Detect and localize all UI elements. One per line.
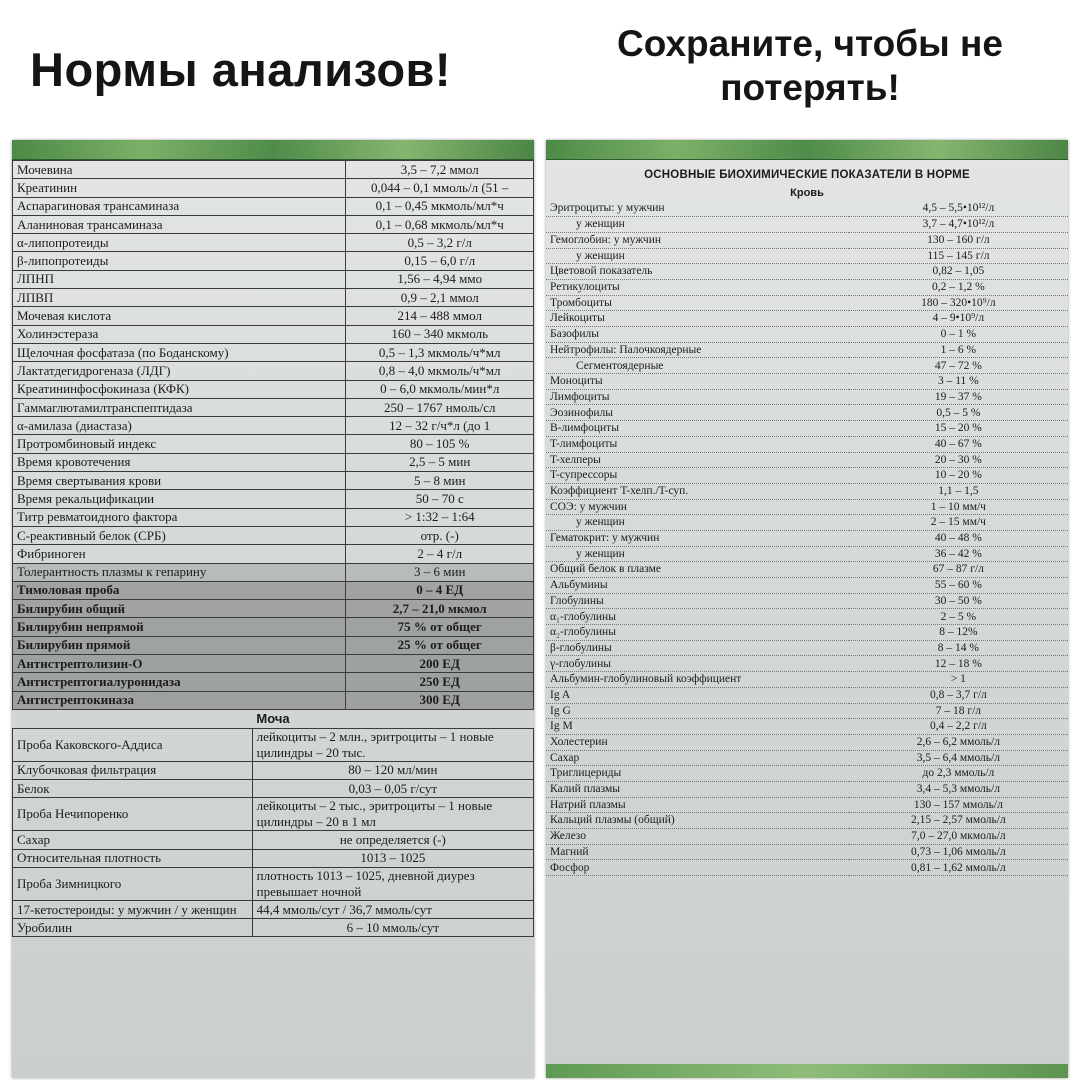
test-name: α-липопротеиды [13, 234, 346, 252]
table-row [13, 197, 534, 215]
table-row [546, 264, 1068, 280]
test-value: 20 – 30 % [849, 452, 1068, 468]
table-row [13, 179, 534, 197]
table-row [546, 530, 1068, 546]
test-name: Эритроциты: у мужчин [546, 201, 849, 217]
table-row [546, 734, 1068, 750]
test-name: у женщин [546, 248, 849, 264]
test-name: Время рекальцификации [13, 490, 346, 508]
table-row [13, 289, 534, 307]
test-value: > 1:32 – 1:64 [346, 508, 534, 526]
test-value: 0,03 – 0,05 г/сут [252, 780, 533, 798]
table-row [13, 472, 534, 490]
test-value: 0,8 – 4,0 мкмоль/ч*мл [346, 362, 534, 380]
test-name: Сахар [13, 831, 253, 849]
test-value: 3,7 – 4,7•10¹²/л [849, 217, 1068, 233]
test-value: 67 – 87 г/л [849, 562, 1068, 578]
test-value: 80 – 105 % [346, 435, 534, 453]
test-value: 250 – 1767 нмоль/сл [346, 398, 534, 416]
test-name: Аланиновая трансаминаза [13, 215, 346, 233]
test-name: Коэффициент T-хелп./T-суп. [546, 483, 849, 499]
table-row [546, 217, 1068, 233]
table-row [546, 672, 1068, 688]
table-row [546, 656, 1068, 672]
test-name: у женщин [546, 515, 849, 531]
table-row [13, 526, 534, 544]
table-row [546, 625, 1068, 641]
test-name: Время свертывания крови [13, 472, 346, 490]
table-row [546, 546, 1068, 562]
test-name: Проба Зимницкого [13, 867, 253, 900]
test-name: T-лимфоциты [546, 436, 849, 452]
test-name: Тромбоциты [546, 295, 849, 311]
test-value: 0,82 – 1,05 [849, 264, 1068, 280]
test-value: 115 – 145 г/л [849, 248, 1068, 264]
test-name: Лейкоциты [546, 311, 849, 327]
test-name: 17-кетостероиды: у мужчин / у женщин [13, 900, 253, 918]
left-photo-lab-norms [12, 140, 534, 1078]
test-name: Уробилин [13, 919, 253, 937]
table-row [546, 468, 1068, 484]
green-header-strip [12, 140, 534, 160]
test-name: С-реактивный белок (СРБ) [13, 526, 346, 544]
test-name: Гематокрит: у мужчин [546, 530, 849, 546]
table-row [13, 728, 534, 761]
test-value: 12 – 18 % [849, 656, 1068, 672]
table-row [13, 343, 534, 361]
table-row [13, 362, 534, 380]
test-name: T-супрессоры [546, 468, 849, 484]
test-name: Титр ревматоидного фактора [13, 508, 346, 526]
test-name: Лактатдегидрогеназа (ЛДГ) [13, 362, 346, 380]
test-name: Магний [546, 844, 849, 860]
test-name: Кальций плазмы (общий) [546, 813, 849, 829]
test-value: отр. (-) [346, 526, 534, 544]
test-value: 200 ЕД [346, 655, 534, 673]
test-name: T-хелперы [546, 452, 849, 468]
test-value: 0,1 – 0,45 мкмоль/мл*ч [346, 197, 534, 215]
table-row [13, 490, 534, 508]
test-name: Время кровотечения [13, 453, 346, 471]
test-value: 15 – 20 % [849, 421, 1068, 437]
table-row [13, 655, 534, 673]
test-name: Натрий плазмы [546, 797, 849, 813]
right-photo-biochem-norms [546, 140, 1068, 1078]
table-row [13, 618, 534, 636]
test-name: γ-глобулины [546, 656, 849, 672]
test-name: Ретикулоциты [546, 279, 849, 295]
test-value: 2 – 4 г/л [346, 545, 534, 563]
table-row [13, 215, 534, 233]
test-value: 0 – 4 ЕД [346, 581, 534, 599]
test-name: Белок [13, 780, 253, 798]
section-title-blood: Кровь [790, 187, 824, 199]
test-name: Ig G [546, 703, 849, 719]
test-value: 7,0 – 27,0 мкмоль/л [849, 829, 1068, 845]
test-name: Сегментоядерные [546, 358, 849, 374]
table-row [13, 453, 534, 471]
table-row [13, 798, 534, 831]
test-value: 50 – 70 с [346, 490, 534, 508]
test-name: Холинэстераза [13, 325, 346, 343]
test-value: 2,15 – 2,57 ммоль/л [849, 813, 1068, 829]
table-row [546, 483, 1068, 499]
test-value: 5 – 8 мин [346, 472, 534, 490]
test-name: Калий плазмы [546, 781, 849, 797]
test-name: Антистрептогиалуронидаза [13, 673, 346, 691]
table-row [546, 578, 1068, 594]
table-row [546, 562, 1068, 578]
test-value: 0,1 – 0,68 мкмоль/мл*ч [346, 215, 534, 233]
table-row [546, 797, 1068, 813]
test-value: 30 – 50 % [849, 593, 1068, 609]
table-row [546, 279, 1068, 295]
test-name: Билирубин непрямой [13, 618, 346, 636]
test-value: 25 % от общег [346, 636, 534, 654]
test-value: плотность 1013 – 1025, дневной диурез превышает ночной [252, 867, 533, 900]
test-name: Альбумины [546, 578, 849, 594]
test-name: Ig A [546, 687, 849, 703]
test-name: β-глобулины [546, 640, 849, 656]
test-value: 1,56 – 4,94 ммо [346, 270, 534, 288]
test-value: 3,5 – 6,4 ммоль/л [849, 750, 1068, 766]
table-row [546, 703, 1068, 719]
test-value: 0,5 – 1,3 мкмоль/ч*мл [346, 343, 534, 361]
test-value: 0,044 – 0,1 ммоль/л (51 – [346, 179, 534, 197]
section-title-urine: Моча [256, 710, 290, 726]
test-value: 6 – 10 ммоль/сут [252, 919, 533, 937]
right-sheet-caption: ОСНОВНЫЕ БИОХИМИЧЕСКИЕ ПОКАЗАТЕЛИ В НОРМЕ [644, 169, 970, 181]
table-row [13, 508, 534, 526]
test-value: 0,73 – 1,06 ммоль/л [849, 844, 1068, 860]
table-row [546, 405, 1068, 421]
test-name: Эозинофилы [546, 405, 849, 421]
test-name: ЛПВП [13, 289, 346, 307]
test-name: Альбумин-глобулиновый коэффициент [546, 672, 849, 688]
test-name: Холестерин [546, 734, 849, 750]
table-row [546, 311, 1068, 327]
table-row [546, 389, 1068, 405]
table-row [546, 327, 1068, 343]
test-value: 47 – 72 % [849, 358, 1068, 374]
table-row [13, 252, 534, 270]
test-name: Гаммаглютамилтранспептидаза [13, 398, 346, 416]
test-name: Креатинин [13, 179, 346, 197]
test-value: 40 – 48 % [849, 530, 1068, 546]
urine-norms-table [12, 710, 534, 938]
table-row [546, 374, 1068, 390]
test-name: Общий белок в плазме [546, 562, 849, 578]
table-row [13, 325, 534, 343]
test-name: Толерантность плазмы к гепарину [13, 563, 346, 581]
test-name: Фибриноген [13, 545, 346, 563]
test-value: до 2,3 ммоль/л [849, 766, 1068, 782]
test-value: 0,81 – 1,62 ммоль/л [849, 860, 1068, 876]
test-value: 130 – 157 ммоль/л [849, 797, 1068, 813]
test-name: у женщин [546, 217, 849, 233]
table-row [13, 849, 534, 867]
table-row [546, 829, 1068, 845]
page-title: Нормы анализов! [30, 43, 452, 96]
test-name: α₁-глобулины [546, 609, 849, 625]
table-row [13, 867, 534, 900]
table-row [13, 545, 534, 563]
test-value: не определяется (-) [252, 831, 533, 849]
test-value: 0,5 – 3,2 г/л [346, 234, 534, 252]
test-value: 3,5 – 7,2 ммол [346, 161, 534, 179]
test-value: 3 – 11 % [849, 374, 1068, 390]
test-name: Глобулины [546, 593, 849, 609]
test-value: 0,9 – 2,1 ммол [346, 289, 534, 307]
test-name: β-липопротеиды [13, 252, 346, 270]
table-row [546, 766, 1068, 782]
test-value: 300 ЕД [346, 691, 534, 709]
test-value: 2,6 – 6,2 ммоль/л [849, 734, 1068, 750]
table-row [13, 435, 534, 453]
test-value: 0 – 1 % [849, 327, 1068, 343]
test-value: 3,4 – 5,3 ммоль/л [849, 781, 1068, 797]
table-row [546, 421, 1068, 437]
table-row [546, 687, 1068, 703]
table-row [546, 609, 1068, 625]
table-row [13, 234, 534, 252]
test-name: Тимоловая проба [13, 581, 346, 599]
test-name: Цветовой показатель [546, 264, 849, 280]
table-row [13, 307, 534, 325]
table-row [13, 380, 534, 398]
table-row [546, 781, 1068, 797]
test-name: α₂-глобулины [546, 625, 849, 641]
test-value: 2 – 5 % [849, 609, 1068, 625]
test-name: Клубочковая фильтрация [13, 761, 253, 779]
table-row [546, 515, 1068, 531]
test-value: 8 – 12% [849, 625, 1068, 641]
test-value: 12 – 32 г/ч*л (до 1 [346, 417, 534, 435]
table-row [13, 919, 534, 937]
table-row [546, 844, 1068, 860]
green-footer-strip [546, 1064, 1068, 1078]
right-sheet [546, 160, 1068, 1078]
test-value: 44,4 ммоль/сут / 36,7 ммоль/сут [252, 900, 533, 918]
table-row [13, 417, 534, 435]
test-value: 160 – 340 мкмоль [346, 325, 534, 343]
table-row [546, 358, 1068, 374]
table-row [13, 691, 534, 709]
test-value: 2 – 15 мм/ч [849, 515, 1068, 531]
test-value: 80 – 120 мл/мин [252, 761, 533, 779]
test-name: СОЭ: у мужчин [546, 499, 849, 515]
test-value: 250 ЕД [346, 673, 534, 691]
test-value: 10 – 20 % [849, 468, 1068, 484]
test-name: Сахар [546, 750, 849, 766]
test-value: 7 – 18 г/л [849, 703, 1068, 719]
table-row [546, 593, 1068, 609]
table-row [546, 201, 1068, 217]
table-row [13, 780, 534, 798]
test-name: Аспарагиновая трансаминаза [13, 197, 346, 215]
table-row [13, 761, 534, 779]
table-row [13, 673, 534, 691]
test-value: 55 – 60 % [849, 578, 1068, 594]
test-name: ЛПНП [13, 270, 346, 288]
test-value: 36 – 42 % [849, 546, 1068, 562]
table-row [13, 270, 534, 288]
test-value: 8 – 14 % [849, 640, 1068, 656]
test-value: 75 % от общег [346, 618, 534, 636]
table-row [13, 398, 534, 416]
test-value: 0,8 – 3,7 г/л [849, 687, 1068, 703]
test-value: 130 – 160 г/л [849, 232, 1068, 248]
test-name: Триглицериды [546, 766, 849, 782]
table-row [546, 232, 1068, 248]
test-value: 1,1 – 1,5 [849, 483, 1068, 499]
table-row [546, 860, 1068, 876]
test-name: Антистрептолизин-О [13, 655, 346, 673]
test-value: 1 – 6 % [849, 342, 1068, 358]
blood-norms-table [12, 160, 534, 710]
test-value: 0,15 – 6,0 г/л [346, 252, 534, 270]
test-value: 40 – 67 % [849, 436, 1068, 452]
table-row [546, 499, 1068, 515]
test-name: Относительная плотность [13, 849, 253, 867]
test-value: лейкоциты – 2 млн., эритроциты – 1 новые цилиндры – 20 тыс. [252, 728, 533, 761]
test-name: Мочевая кислота [13, 307, 346, 325]
test-name: Нейтрофилы: Палочкоядерные [546, 342, 849, 358]
table-row [546, 452, 1068, 468]
test-name: у женщин [546, 546, 849, 562]
test-name: Моноциты [546, 374, 849, 390]
table-row [546, 750, 1068, 766]
test-value: 180 – 320•10⁹/л [849, 295, 1068, 311]
table-row [546, 342, 1068, 358]
table-row [13, 581, 534, 599]
test-value: 0 – 6,0 мкмоль/мин*л [346, 380, 534, 398]
test-name: Креатининфосфокиназа (КФК) [13, 380, 346, 398]
test-name: Базофилы [546, 327, 849, 343]
table-row [13, 900, 534, 918]
test-value: > 1 [849, 672, 1068, 688]
test-name: Лимфоциты [546, 389, 849, 405]
green-header-strip [546, 140, 1068, 160]
test-value: 1 – 10 мм/ч [849, 499, 1068, 515]
test-name: Билирубин общий [13, 600, 346, 618]
page-subtitle: Сохраните, чтобы не потерять! [617, 23, 1003, 108]
table-row [546, 640, 1068, 656]
test-value: 2,7 – 21,0 мкмол [346, 600, 534, 618]
test-name: Протромбиновый индекс [13, 435, 346, 453]
table-row [13, 161, 534, 179]
test-value: 2,5 – 5 мин [346, 453, 534, 471]
table-row [13, 600, 534, 618]
test-name: Антистрептокиназа [13, 691, 346, 709]
test-value: 19 – 37 % [849, 389, 1068, 405]
left-sheet [12, 160, 534, 1078]
test-name: α-амилаза (диастаза) [13, 417, 346, 435]
test-name: Щелочная фосфатаза (по Боданскому) [13, 343, 346, 361]
test-value: 1013 – 1025 [252, 849, 533, 867]
test-name: Ig M [546, 719, 849, 735]
test-name: Проба Каковского-Аддиса [13, 728, 253, 761]
test-name: Фосфор [546, 860, 849, 876]
table-row [13, 563, 534, 581]
test-name: Железо [546, 829, 849, 845]
test-value: 4 – 9•10⁹/л [849, 311, 1068, 327]
test-value: лейкоциты – 2 тыс., эритроциты – 1 новые цилиндры – 20 в 1 мл [252, 798, 533, 831]
table-row [546, 719, 1068, 735]
test-value: 0,4 – 2,2 г/л [849, 719, 1068, 735]
table-row [546, 295, 1068, 311]
test-value: 214 – 488 ммол [346, 307, 534, 325]
test-name: Мочевина [13, 161, 346, 179]
test-value: 0,2 – 1,2 % [849, 279, 1068, 295]
test-name: Билирубин прямой [13, 636, 346, 654]
test-name: B-лимфоциты [546, 421, 849, 437]
test-value: 4,5 – 5,5•10¹²/л [849, 201, 1068, 217]
test-name: Проба Нечипоренко [13, 798, 253, 831]
test-value: 0,5 – 5 % [849, 405, 1068, 421]
table-row [13, 831, 534, 849]
test-name: Гемоглобин: у мужчин [546, 232, 849, 248]
test-value: 3 – 6 мин [346, 563, 534, 581]
table-row [546, 436, 1068, 452]
biochem-norms-table [546, 201, 1068, 876]
table-row [546, 813, 1068, 829]
table-row [13, 636, 534, 654]
table-row [546, 248, 1068, 264]
urine-section-row [13, 710, 534, 728]
